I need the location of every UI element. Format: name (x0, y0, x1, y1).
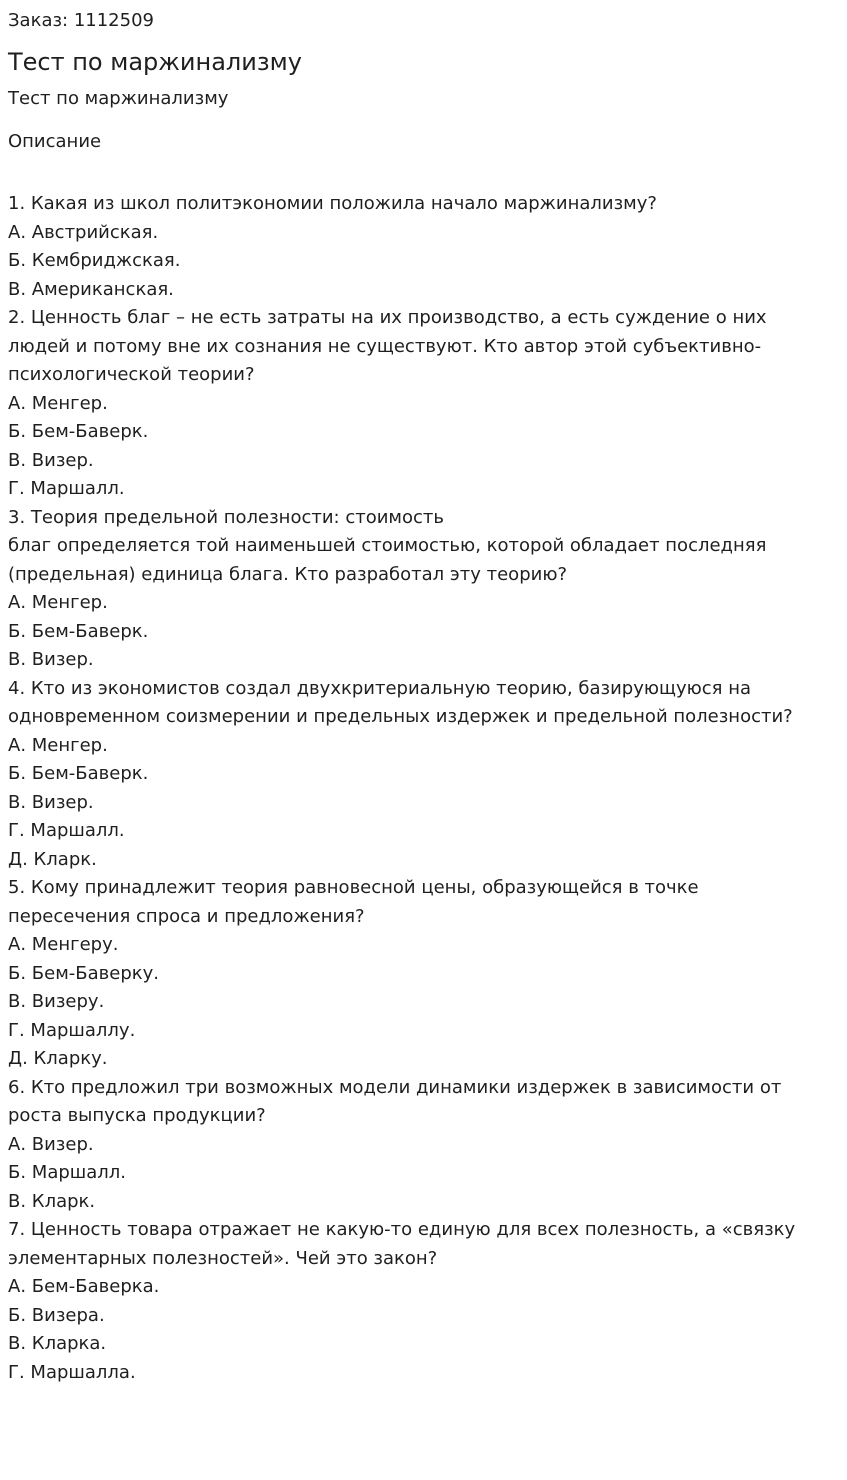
test-questions (8, 190, 843, 1387)
text-line: А. Менгер. (8, 734, 108, 756)
text-line: Б. Бем-Баверку. (8, 962, 160, 984)
text-line: В. Визеру. (8, 991, 105, 1012)
text-line: 2. Ценность благ – не есть затраты на их производство, а есть суждение о них (8, 307, 767, 328)
page-subtitle: Тест по маржинализму (8, 88, 229, 109)
text-line: 4. Кто из экономистов создал двухкритериальную теорию, базирующуюся на (8, 677, 752, 699)
text-line: 5. Кому принадлежит теория равновесной цены, образующейся в точке (8, 877, 699, 898)
text-line: В. Визер. (8, 449, 94, 471)
text-line: Г. Маршаллу. (8, 1019, 136, 1041)
text-line: Д. Кларку. (8, 1048, 108, 1069)
text-line: Б. Маршалл. (8, 1162, 127, 1183)
text-line: А. Визер. (8, 1133, 94, 1155)
text-line: людей и потому вне их сознания не существуют. Кто автор этой субъективно- (8, 335, 762, 357)
text-line: 6. Кто предложил три возможных модели динамики издержек в зависимости от (8, 1076, 782, 1098)
text-line: А. Бем-Баверка. (8, 1276, 160, 1297)
text-line: А. Менгеру. (8, 934, 119, 955)
text-line: А. Менгер. (8, 592, 108, 613)
text-line: Б. Бем-Баверк. (8, 620, 149, 642)
text-line: В. Американская. (8, 278, 174, 300)
text-line: Б. Кембриджская. (8, 250, 181, 271)
text-line: благ определяется той наименьшей стоимостью, которой обладает последняя (8, 535, 767, 556)
text-line: В. Визер. (8, 649, 94, 670)
text-line: Г. Маршалла. (8, 1361, 136, 1383)
text-line: В. Визер. (8, 791, 94, 813)
text-line: В. Кларк. (8, 1190, 96, 1212)
text-line: 3. Теория предельной полезности: стоимость (8, 506, 445, 528)
text-line: психологической теории? (8, 364, 255, 385)
text-line: А. Менгер. (8, 392, 108, 414)
text-line: одновременном соизмерении и предельных издержек и предельной полезности? (8, 706, 793, 727)
text-line: (предельная) единица блага. Кто разработал эту теорию? (8, 563, 568, 585)
description-label: Описание (8, 131, 102, 152)
text-line: элементарных полезностей». Чей это закон? (8, 1247, 438, 1269)
text-line: Б. Бем-Баверк. (8, 763, 149, 784)
text-line: пересечения спроса и предложения? (8, 905, 365, 927)
text-line: Г. Маршалл. (8, 478, 125, 499)
text-line: В. Кларка. (8, 1333, 107, 1354)
page-title: Тест по маржинализму (8, 48, 302, 76)
text-line: Г. Маршалл. (8, 820, 125, 841)
text-line: 7. Ценность товара отражает не какую-то единую для всех полезность, а «связку (8, 1219, 796, 1240)
text-line: Б. Бем-Баверк. (8, 421, 149, 442)
order-number: Заказ: 1112509 (8, 10, 154, 31)
text-line: 1. Какая из школ политэкономии положила начало маржинализму? (8, 193, 657, 214)
text-line: А. Австрийская. (8, 221, 159, 243)
text-line: роста выпуска продукции? (8, 1105, 266, 1126)
text-line: Б. Визера. (8, 1304, 105, 1326)
text-line: Д. Кларк. (8, 848, 97, 870)
